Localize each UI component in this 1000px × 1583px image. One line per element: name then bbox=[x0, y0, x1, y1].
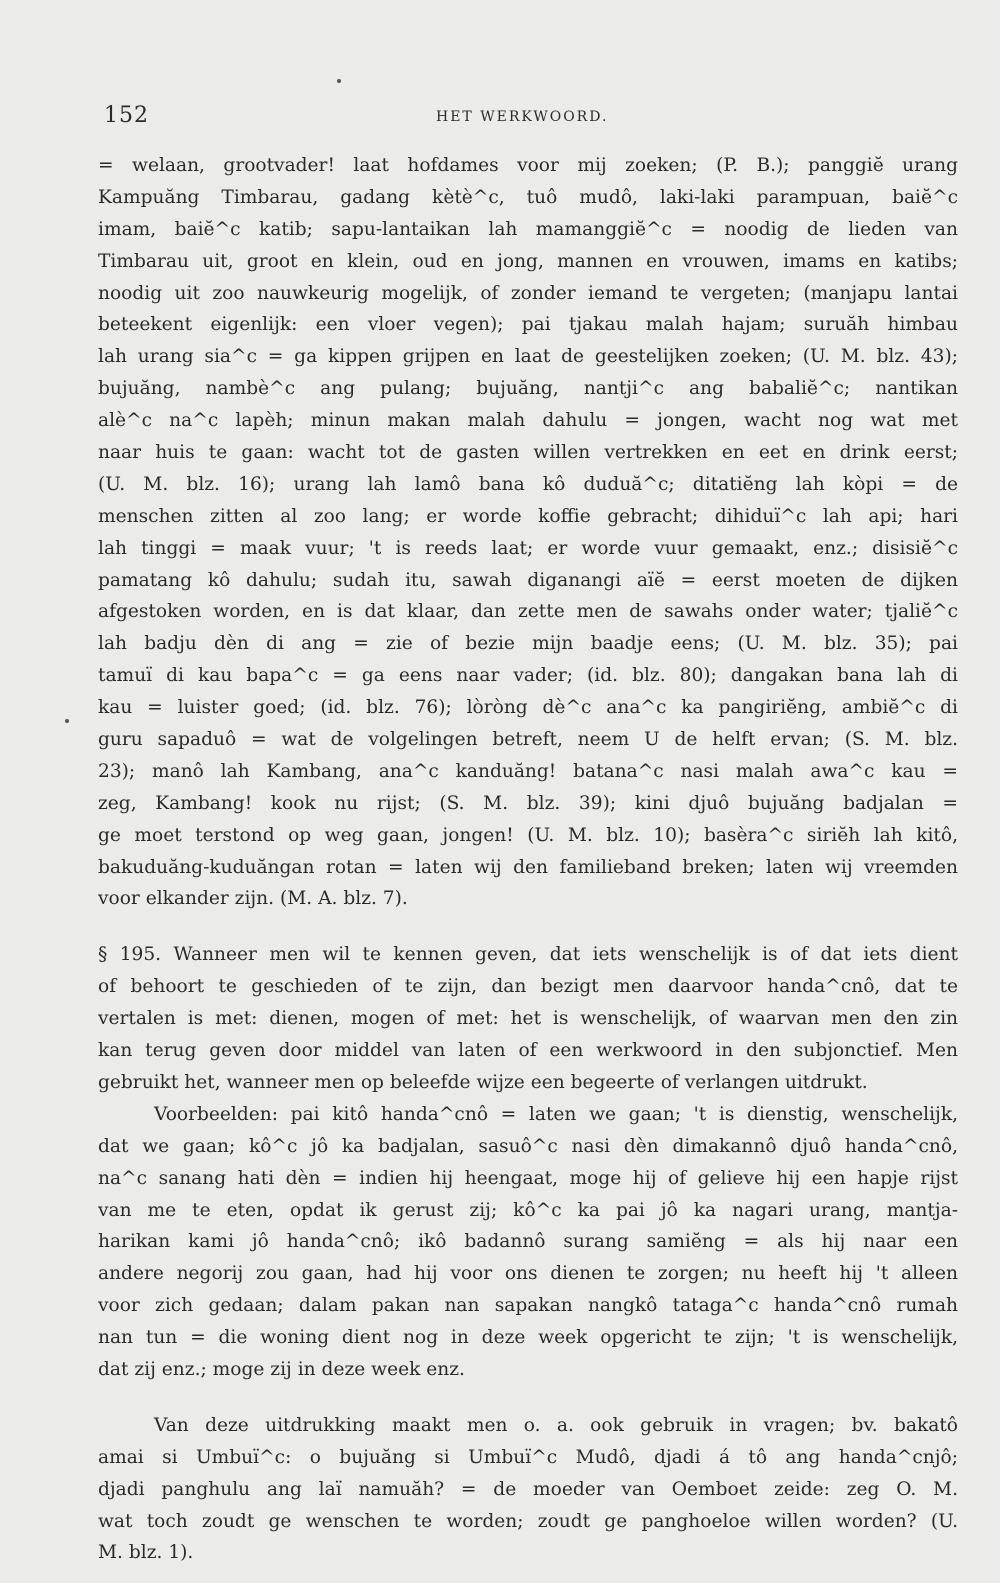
text-line: afgestoken worden, en is dat klaar, dan zette men de sawahs onder water; tjaliĕ^c bbox=[98, 601, 958, 623]
text-line: voor zich gedaan; dalam pakan nan sapakan nangkô tataga^c handa^cnô rumah bbox=[98, 1295, 958, 1317]
text-line: M. blz. 1). bbox=[98, 1542, 194, 1564]
paragraph-examples-continued bbox=[98, 150, 958, 915]
text-line: lah tinggi = maak vuur; 't is reeds laat; er worde vuur gemaakt, enz.; disisiĕ^c bbox=[98, 537, 958, 559]
examples-line: Voorbeelden: pai kitô handa^cnô = laten we gaan; 't is dienstig, wenschelijk, bbox=[154, 1103, 958, 1125]
text-line: voor elkander zijn. (M. A. blz. 7). bbox=[98, 888, 408, 910]
text-line: lah badju dèn di ang = zie of bezie mijn baadje eens; (U. M. blz. 35); pai bbox=[98, 633, 958, 655]
text-line: lah urang sia^c = ga kippen grijpen en laat de geestelijken zoeken; (U. M. blz. 43); bbox=[98, 346, 958, 368]
page-header bbox=[104, 103, 960, 133]
text-line: bujuăng, nambè^c ang pulang; bujuăng, nantji^c ang babaliĕ^c; nantikan bbox=[98, 378, 958, 400]
text-line: wat toch zoudt ge wenschen te worden; zoudt ge panghoeloe willen worden? (U. bbox=[98, 1510, 958, 1532]
text-line: (U. M. blz. 16); urang lah lamô bana kô duduă^c; ditatiĕng lah kòpi = de bbox=[98, 473, 958, 495]
text-line: dat zij enz.; moge zij in deze week enz. bbox=[98, 1358, 465, 1380]
text-line: kau = luister goed; (id. blz. 76); lòròng dè^c ana^c ka pangiriĕng, ambiĕ^c di bbox=[98, 697, 958, 719]
section-heading-line: § 195. Wanneer men wil te kennen geven, dat iets wenschelijk is of dat iets dient bbox=[98, 944, 958, 966]
text-line: nan tun = die woning dient nog in deze week opgericht te zijn; 't is wenschelijk, bbox=[98, 1327, 958, 1349]
text-line: imam, baiĕ^c katib; sapu-lantaikan lah mamanggiĕ^c = noodig de lieden van bbox=[98, 218, 958, 240]
paragraph-questions bbox=[98, 1410, 958, 1569]
text-line: 23); manô lah Kambang, ana^c kanduăng! batana^c nasi malah awa^c kau = bbox=[98, 760, 958, 782]
text-line: pamatang kô dahulu; sudah itu, sawah diganangi aïĕ = eerst moeten de dijken bbox=[98, 569, 958, 591]
print-speck bbox=[65, 719, 69, 723]
text-line: beteekent eigenlijk: een vloer vegen); pai tjakau malah hajam; suruăh himbau bbox=[98, 314, 958, 336]
running-title: HET WERKWOORD. bbox=[436, 109, 609, 125]
text-line: bakuduăng-kuduăngan rotan = laten wij den familieband breken; laten wij vreemden bbox=[98, 856, 958, 878]
text-line: ge moet terstond op weg gaan, jongen! (U. M. blz. 10); basèra^c siriĕh lah kitô, bbox=[98, 824, 958, 846]
text-line: of behoort te geschieden of te zijn, dan bezigt men daarvoor handa^cnô, dat te bbox=[98, 976, 958, 998]
text-line: Timbarau uit, groot en klein, oud en jong, mannen en vrouwen, imams en katibs; bbox=[98, 250, 958, 272]
text-line: noodig uit zoo nauwkeurig mogelijk, of zonder iemand te vergeten; (manjapu lantai bbox=[98, 282, 958, 304]
text-line: guru sapaduô = wat de volgelingen betreft, neem U de helft ervan; (S. M. blz. bbox=[98, 729, 958, 751]
text-line: Van deze uitdrukking maakt men o. a. ook gebruik in vragen; bv. bakatô bbox=[154, 1414, 958, 1436]
text-line: van me te eten, opdat ik gerust zij; kô^c ka pai jô ka nagari urang, mantja- bbox=[98, 1199, 958, 1221]
text-line: gebruikt het, wanneer men op beleefde wijze een begeerte of verlangen uitdrukt. bbox=[98, 1071, 868, 1093]
text-line: kan terug geven door middel van laten of een werkwoord in den subjonctief. Men bbox=[98, 1040, 958, 1062]
page-number: 152 bbox=[104, 103, 149, 128]
text-line: amai si Umbuï^c: o bujuăng si Umbuï^c Mudô, djadi á tô ang handa^cnjô; bbox=[98, 1446, 958, 1468]
text-line: menschen zitten al zoo lang; er worde koffie gebracht; dihiduï^c lah api; hari bbox=[98, 505, 958, 527]
page-body bbox=[98, 150, 958, 1569]
text-line: zeg, Kambang! kook nu rijst; (S. M. blz. 39); kini djuô bujuăng badjalan = bbox=[98, 792, 958, 814]
text-line: alè^c na^c lapèh; minun makan malah dahulu = jongen, wacht nog wat met bbox=[98, 410, 958, 432]
print-speck bbox=[337, 79, 341, 83]
text-line: harikan kami jô handa^cnô; ikô badannô surang samiĕng = als hij naar een bbox=[98, 1231, 958, 1253]
text-line: tamuï di kau bapa^c = ga eens naar vader; (id. blz. 80); dangakan bana lah di bbox=[98, 665, 958, 687]
text-line: andere negorij zou gaan, had hij voor ons dienen te zorgen; nu heeft hij 't alleen bbox=[98, 1263, 958, 1285]
text-line: naar huis te gaan: wacht tot de gasten willen vertrekken en eet en drink eerst; bbox=[98, 442, 958, 464]
text-line: vertalen is met: dienen, mogen of met: het is wenschelijk, of waarvan men den zin bbox=[98, 1008, 958, 1030]
paragraph-section-195 bbox=[98, 939, 958, 1385]
text-line: Kampuăng Timbarau, gadang kètè^c, tuô mudô, laki-laki parampuan, baiĕ^c bbox=[98, 186, 958, 208]
text-line: djadi panghulu ang laï namuăh? = de moeder van Oemboet zeide: zeg O. M. bbox=[98, 1478, 958, 1500]
text-line: = welaan, grootvader! laat hofdames voor mij zoeken; (P. B.); panggiĕ urang bbox=[98, 155, 958, 176]
text-line: na^c sanang hati dèn = indien hij heengaat, moge hij of gelieve hij een hapje rijst bbox=[98, 1167, 958, 1189]
text-line: dat we gaan; kô^c jô ka badjalan, sasuô^c nasi dèn dimakannô djuô handa^cnô, bbox=[98, 1135, 958, 1157]
